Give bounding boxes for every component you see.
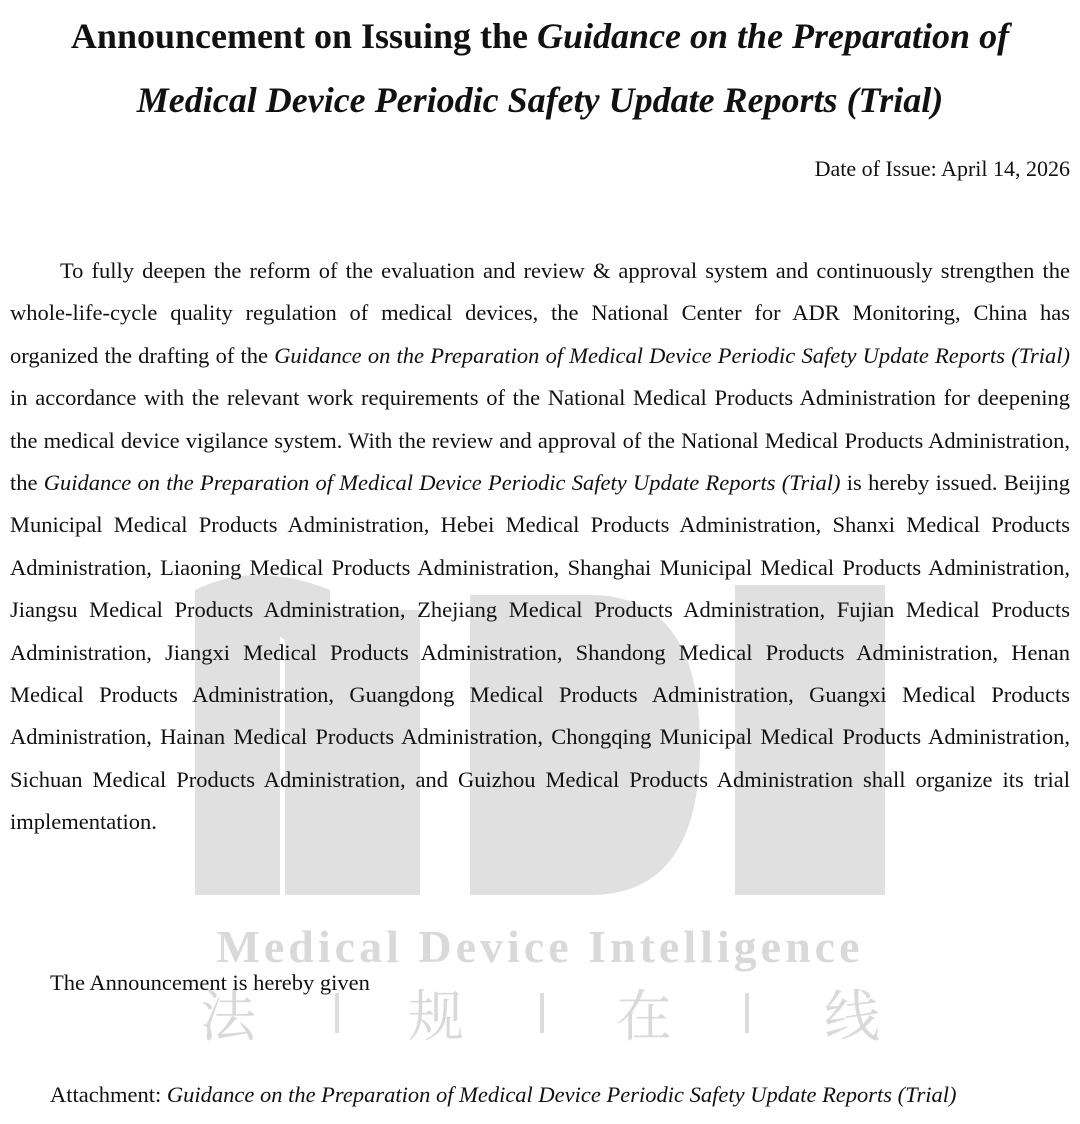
title-guidance-line1: Guidance on the Preparation of: [537, 16, 1010, 56]
document-body: [10, 0, 1070, 866]
watermark-char-3: 在: [616, 985, 672, 1050]
title-lead: Announcement on Issuing the: [70, 16, 538, 56]
watermark-char-2: 规: [408, 985, 464, 1050]
paragraph-text-1: To fully deepen the reform of the evaluation and review & approval system and continuously strengthen the whole-life-cycle quality regulation of medical devices, the National Center for ADR Monitoring, China has organized the drafting of the: [10, 258, 1070, 368]
watermark-char-1: 法: [200, 985, 256, 1050]
watermark-english-text: Medical Device Intelligence: [216, 921, 864, 972]
paragraph-text-3: is hereby issued. Beijing Municipal Medical Products Administration, Hebei Medical Products Administration, Shanxi Medical Products Administration, Liaoning Medical Products Administration, Shanghai Municipal Medical Products Administration, Jiangsu Medical Products Administration, Zhejiang Medical Products Administration, Fujian Medical Products Administration, Jiangxi Medical Products Administration, Shandong Medical Products Administration, Henan Medical Products Administration, Guangdong Medical Products Administration, Guangxi Medical Products Administration, Hainan Medical Products Administration, Chongqing Municipal Medical Products Administration, Sichuan Medical Products Administration, and Guizhou Medical Products Administration shall organize its trial implementation.: [10, 470, 1070, 835]
paragraph-text-2: in accordance with the relevant work requirements of the National Medical Products Administration for deepening the medical device vigilance system. With the review and approval of the National Medical Products Administration, the: [10, 385, 1070, 496]
attachment-title: Guidance on the Preparation of Medical Device Periodic Safety Update Reports (Trial): [166, 1082, 957, 1107]
attachment-label: Attachment:: [50, 1082, 167, 1107]
announcement-paragraph: [10, 250, 1070, 844]
watermark-divider-2: [540, 993, 544, 1033]
document-title: [10, 4, 1070, 132]
watermark-divider-3: [745, 993, 749, 1033]
paragraph-guidance-title-2: Guidance on the Preparation of Medical Device Periodic Safety Update Reports (Trial): [43, 470, 841, 496]
paragraph-guidance-title-1: Guidance on the Preparation of Medical Device Periodic Safety Update Reports (Trial): [274, 342, 1070, 368]
attachment-line: [50, 1078, 956, 1112]
issue-date: Date of Issue: April 14, 2026: [814, 156, 1070, 181]
watermark-char-4: 线: [824, 985, 880, 1050]
closing-statement: The Announcement is hereby given: [50, 970, 370, 995]
title-guidance-line2: Medical Device Periodic Safety Update Reports (Trial): [136, 80, 944, 120]
